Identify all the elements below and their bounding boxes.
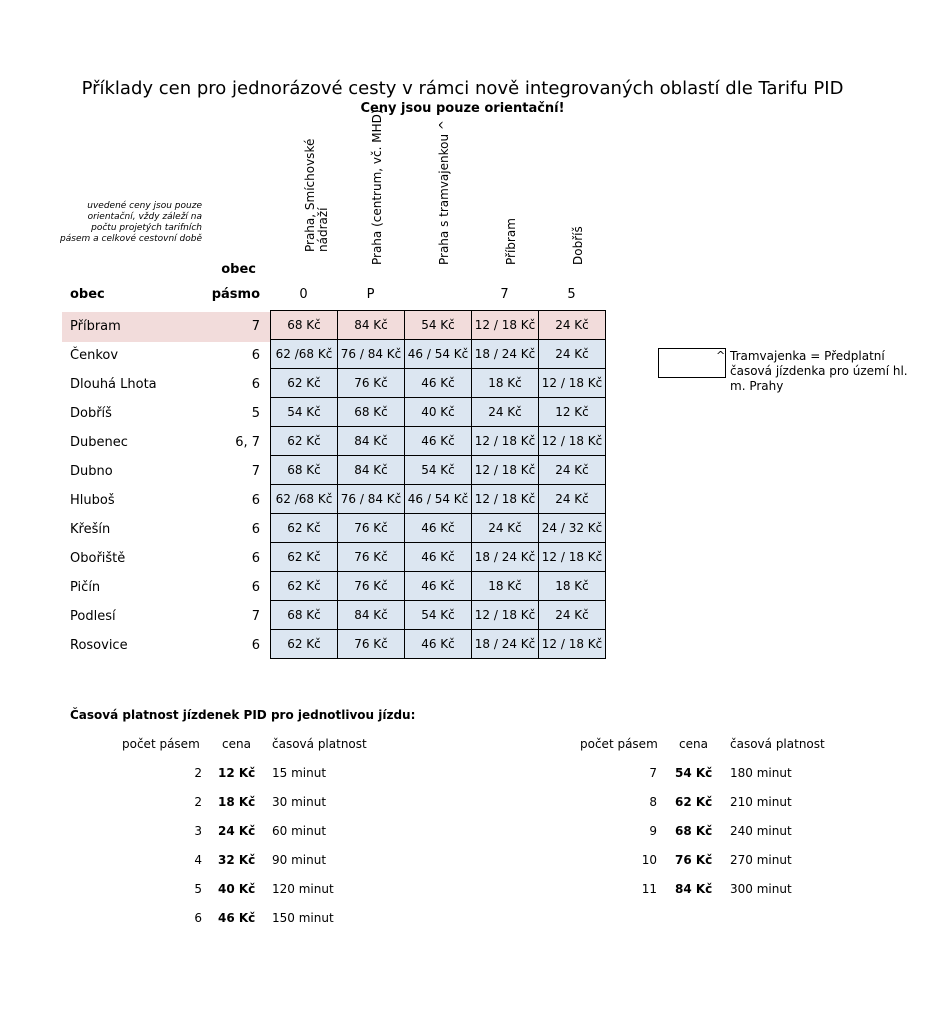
dest-name: Příbram bbox=[503, 218, 518, 265]
price-cell: 68 Kč bbox=[271, 311, 338, 340]
price-cell: 12 / 18 Kč bbox=[539, 630, 606, 659]
price-cell: 62 Kč bbox=[271, 427, 338, 456]
validity-header-time-left: časová platnost bbox=[272, 737, 367, 751]
price-cell: 76 / 84 Kč bbox=[338, 340, 405, 369]
price-cell: 24 Kč bbox=[539, 485, 606, 514]
dest-header-2 bbox=[404, 113, 471, 278]
price-cell: 68 Kč bbox=[271, 601, 338, 630]
price-cell: 18 Kč bbox=[472, 369, 539, 398]
price-cell: 54 Kč bbox=[271, 398, 338, 427]
legend-text: Tramvajenka = Předplatní časová jízdenka pro území hl. m. Prahy bbox=[730, 349, 908, 393]
validity-time: 90 minut bbox=[272, 853, 327, 867]
dest-zone-1: P bbox=[366, 287, 375, 302]
validity-price: 32 Kč bbox=[218, 853, 256, 867]
dest-header-1 bbox=[337, 109, 404, 278]
price-cell: 76 Kč bbox=[338, 514, 405, 543]
dest-header-0 bbox=[270, 113, 337, 278]
row-obec-name: Dubno bbox=[70, 464, 113, 479]
price-cell: 62 Kč bbox=[271, 543, 338, 572]
price-cell: 68 Kč bbox=[338, 398, 405, 427]
validity-price: 24 Kč bbox=[218, 824, 256, 838]
validity-price: 46 Kč bbox=[218, 911, 256, 925]
validity-zones: 10 bbox=[641, 853, 657, 867]
row-pasmo: 6 bbox=[251, 638, 260, 653]
price-cell: 24 Kč bbox=[539, 340, 606, 369]
validity-zones: 4 bbox=[194, 853, 202, 867]
validity-zones: 6 bbox=[194, 911, 202, 925]
row-pasmo: 5 bbox=[251, 406, 260, 421]
dest-zone-0: 0 bbox=[299, 287, 308, 302]
row-obec-name: Rosovice bbox=[70, 638, 128, 653]
column-header-obec: obec bbox=[70, 287, 105, 302]
row-obec-name: Dlouhá Lhota bbox=[70, 377, 157, 392]
price-cell: 62 Kč bbox=[271, 630, 338, 659]
price-cell: 62 Kč bbox=[271, 514, 338, 543]
validity-zones: 7 bbox=[649, 766, 657, 780]
price-table bbox=[270, 310, 606, 659]
validity-price: 68 Kč bbox=[675, 824, 713, 838]
row-obec-name: Obořiště bbox=[70, 551, 126, 566]
row-obec-name: Dubenec bbox=[70, 435, 128, 450]
row-pasmo: 6, 7 bbox=[235, 435, 260, 450]
row-pasmo: 7 bbox=[251, 609, 260, 624]
table-row bbox=[271, 456, 606, 485]
validity-zones: 2 bbox=[194, 795, 202, 809]
price-cell: 76 / 84 Kč bbox=[338, 485, 405, 514]
price-cell: 12 / 18 Kč bbox=[539, 427, 606, 456]
validity-time: 15 minut bbox=[272, 766, 327, 780]
validity-header-zones-left: počet pásem bbox=[122, 737, 200, 751]
price-cell: 84 Kč bbox=[338, 456, 405, 485]
row-obec-name: Pičín bbox=[70, 580, 101, 595]
price-cell: 46 Kč bbox=[405, 369, 472, 398]
legend-caret-icon: ^ bbox=[716, 349, 726, 362]
price-cell: 18 Kč bbox=[539, 572, 606, 601]
price-cell: 46 Kč bbox=[405, 427, 472, 456]
table-row bbox=[271, 514, 606, 543]
table-row bbox=[271, 601, 606, 630]
validity-header-zones-right: počet pásem bbox=[580, 737, 658, 751]
table-row bbox=[271, 369, 606, 398]
validity-time: 30 minut bbox=[272, 795, 327, 809]
price-cell: 12 / 18 Kč bbox=[472, 601, 539, 630]
validity-zones: 3 bbox=[194, 824, 202, 838]
row-pasmo: 7 bbox=[251, 464, 260, 479]
price-cell: 24 / 32 Kč bbox=[539, 514, 606, 543]
page-subtitle: Ceny jsou pouze orientační! bbox=[360, 101, 565, 116]
price-cell: 76 Kč bbox=[338, 543, 405, 572]
price-cell: 46 Kč bbox=[405, 630, 472, 659]
validity-time: 150 minut bbox=[272, 911, 334, 925]
price-cell: 18 / 24 Kč bbox=[472, 340, 539, 369]
validity-zones: 11 bbox=[641, 882, 657, 896]
validity-header-price-left: cena bbox=[222, 737, 251, 751]
validity-zones: 5 bbox=[194, 882, 202, 896]
price-cell: 24 Kč bbox=[539, 456, 606, 485]
price-cell: 18 / 24 Kč bbox=[472, 543, 539, 572]
price-cell: 84 Kč bbox=[338, 427, 405, 456]
price-cell: 46 / 54 Kč bbox=[405, 485, 472, 514]
dest-zone-4: 5 bbox=[567, 287, 576, 302]
price-cell: 18 Kč bbox=[472, 572, 539, 601]
validity-time: 60 minut bbox=[272, 824, 327, 838]
price-cell: 40 Kč bbox=[405, 398, 472, 427]
dest-name: Praha, Smíchovské nádraží bbox=[302, 138, 330, 252]
validity-price: 12 Kč bbox=[218, 766, 256, 780]
price-cell: 46 Kč bbox=[405, 572, 472, 601]
row-pasmo: 6 bbox=[251, 348, 260, 363]
validity-price: 62 Kč bbox=[675, 795, 713, 809]
table-row bbox=[271, 340, 606, 369]
price-note: uvedené ceny jsou pouze orientační, vždy záleží na počtu projetých tarifních pásem a celkové cestovní době bbox=[60, 201, 202, 244]
dest-zone-3: 7 bbox=[500, 287, 509, 302]
column-header-pasmo: pásmo bbox=[211, 287, 260, 302]
table-row bbox=[271, 572, 606, 601]
price-cell: 46 Kč bbox=[405, 543, 472, 572]
row-pasmo: 6 bbox=[251, 522, 260, 537]
price-cell: 24 Kč bbox=[539, 311, 606, 340]
validity-title: Časová platnost jízdenek PID pro jednotlivou jízdu: bbox=[70, 708, 416, 722]
price-cell: 18 / 24 Kč bbox=[472, 630, 539, 659]
price-cell: 12 / 18 Kč bbox=[472, 427, 539, 456]
price-cell: 62 /68 Kč bbox=[271, 485, 338, 514]
dest-header-3 bbox=[471, 113, 538, 278]
validity-time: 210 minut bbox=[730, 795, 792, 809]
price-cell: 46 Kč bbox=[405, 514, 472, 543]
validity-price: 84 Kč bbox=[675, 882, 713, 896]
validity-zones: 2 bbox=[194, 766, 202, 780]
row-obec-name: Dobříš bbox=[70, 406, 112, 421]
price-cell: 24 Kč bbox=[539, 601, 606, 630]
dest-name: Praha s tramvajenkou ^ bbox=[436, 120, 451, 265]
table-row bbox=[271, 311, 606, 340]
obec-small-label: obec bbox=[221, 262, 256, 277]
validity-time: 180 minut bbox=[730, 766, 792, 780]
price-cell: 68 Kč bbox=[271, 456, 338, 485]
table-row bbox=[271, 630, 606, 659]
price-cell: 12 / 18 Kč bbox=[472, 456, 539, 485]
price-cell: 24 Kč bbox=[472, 398, 539, 427]
row-obec-name: Hluboš bbox=[70, 493, 115, 508]
validity-price: 18 Kč bbox=[218, 795, 256, 809]
price-cell: 54 Kč bbox=[405, 456, 472, 485]
table-row bbox=[271, 427, 606, 456]
price-cell: 84 Kč bbox=[338, 311, 405, 340]
price-cell: 54 Kč bbox=[405, 311, 472, 340]
validity-time: 270 minut bbox=[730, 853, 792, 867]
dest-name: Praha (centrum, vč. MHD) bbox=[369, 109, 384, 265]
price-cell: 62 Kč bbox=[271, 572, 338, 601]
price-cell: 54 Kč bbox=[405, 601, 472, 630]
price-cell: 76 Kč bbox=[338, 369, 405, 398]
row-pasmo: 6 bbox=[251, 493, 260, 508]
price-cell: 12 / 18 Kč bbox=[472, 311, 539, 340]
row-pasmo: 6 bbox=[251, 551, 260, 566]
validity-price: 40 Kč bbox=[218, 882, 256, 896]
validity-price: 76 Kč bbox=[675, 853, 713, 867]
row-pasmo: 7 bbox=[251, 319, 260, 334]
validity-zones: 8 bbox=[649, 795, 657, 809]
table-row bbox=[271, 543, 606, 572]
price-cell: 12 / 18 Kč bbox=[539, 369, 606, 398]
price-cell: 84 Kč bbox=[338, 601, 405, 630]
row-obec-name: Podlesí bbox=[70, 609, 116, 624]
validity-time: 300 minut bbox=[730, 882, 792, 896]
page-title: Příklady cen pro jednorázové cesty v rámci nově integrovaných oblastí dle Tarifu PID bbox=[81, 78, 844, 99]
row-obec-name: Křešín bbox=[70, 522, 111, 537]
validity-header-time-right: časová platnost bbox=[730, 737, 825, 751]
row-obec-name: Příbram bbox=[70, 319, 121, 334]
price-cell: 24 Kč bbox=[472, 514, 539, 543]
validity-time: 120 minut bbox=[272, 882, 334, 896]
price-cell: 62 /68 Kč bbox=[271, 340, 338, 369]
validity-time: 240 minut bbox=[730, 824, 792, 838]
validity-price: 54 Kč bbox=[675, 766, 713, 780]
validity-zones: 9 bbox=[649, 824, 657, 838]
price-cell: 46 / 54 Kč bbox=[405, 340, 472, 369]
price-cell: 76 Kč bbox=[338, 630, 405, 659]
dest-header-4 bbox=[538, 113, 605, 278]
dest-name: Dobříš bbox=[570, 226, 585, 265]
validity-header-price-right: cena bbox=[679, 737, 708, 751]
row-pasmo: 6 bbox=[251, 580, 260, 595]
price-cell: 12 / 18 Kč bbox=[539, 543, 606, 572]
price-cell: 12 / 18 Kč bbox=[472, 485, 539, 514]
price-cell: 76 Kč bbox=[338, 572, 405, 601]
table-row bbox=[271, 485, 606, 514]
price-cell: 62 Kč bbox=[271, 369, 338, 398]
table-row bbox=[271, 398, 606, 427]
row-obec-name: Čenkov bbox=[70, 348, 119, 363]
row-pasmo: 6 bbox=[251, 377, 260, 392]
price-cell: 12 Kč bbox=[539, 398, 606, 427]
